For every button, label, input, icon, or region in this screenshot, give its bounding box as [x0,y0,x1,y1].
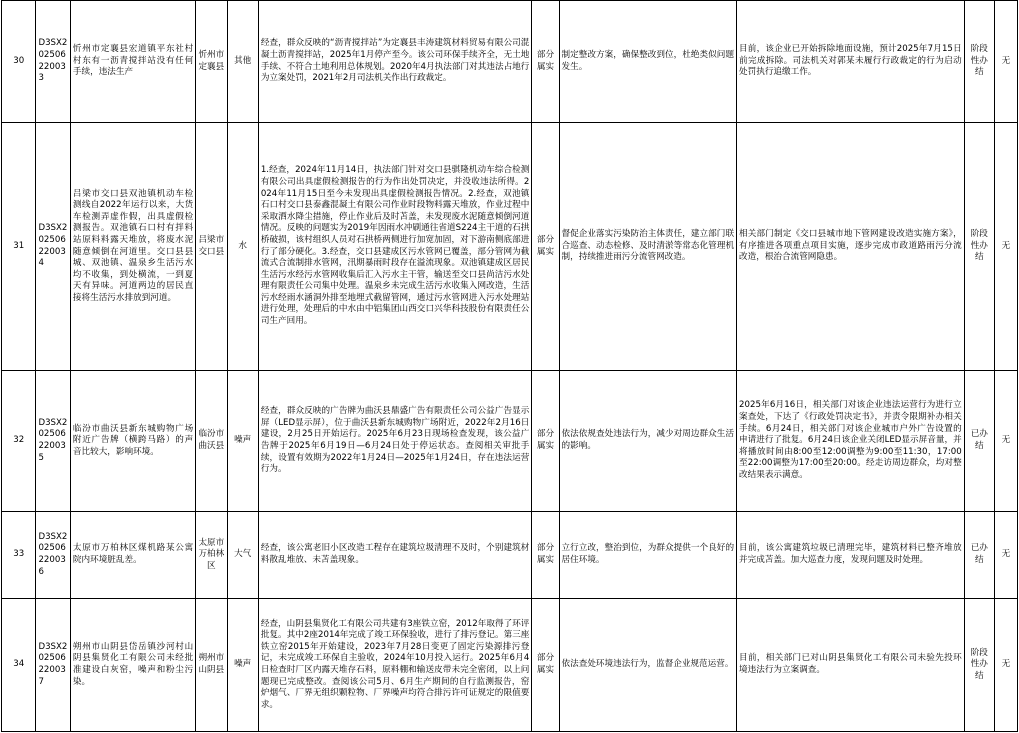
table-row [2,599,1018,732]
issue-description: 忻州市定襄县宏道镇平东社村村东有一沥青搅拌站没有任何手续，违法生产 [70,1,195,123]
rectification-measures: 立行立改，整治到位，为群众提供一个良好的居住环境。 [559,512,737,599]
region: 朔州市山阴县 [196,599,227,732]
completion-status: 阶段性办结 [964,1,994,123]
accountability: 无 [994,371,1017,512]
accountability: 无 [994,599,1017,732]
completion-status: 阶段性办结 [964,123,994,371]
case-code: D3SX202506220035 [36,371,70,512]
row-number: 34 [2,599,36,732]
case-code: D3SX202506220034 [36,123,70,371]
verdict: 部分属实 [532,1,559,123]
row-number: 32 [2,371,36,512]
region: 太原市万柏林区 [196,512,227,599]
row-number: 33 [2,512,36,599]
rectification-progress: 相关部门制定《交口县城市地下管网建设改造实施方案》，有序推进各项重点项目实施，逐步完成市政道路雨污分流改造，根治合流管网隐患。 [737,123,965,371]
completion-status: 已办结 [964,512,994,599]
issue-description: 朔州市山阴县岱岳镇沙河村山阴县集贤化工有限公司未经批准建设白灰窑，噪声和粉尘污染。 [70,599,195,732]
rectification-measures: 依法查处环境违法行为，监督企业规范运营。 [559,599,737,732]
investigation-findings: 经查，该公寓老旧小区改造工程存在建筑垃圾清理不及时，个别建筑材料散乱堆放、未苫盖现象。 [258,512,532,599]
case-code: D3SX202506220036 [36,512,70,599]
table-row [2,1,1018,123]
case-code: D3SX202506220033 [36,1,70,123]
accountability: 无 [994,123,1017,371]
verdict: 部分属实 [532,599,559,732]
issue-description: 临汾市曲沃县新东城购物广场附近广告牌（横跨马路）的声音比较大，影响环境。 [70,371,195,512]
pollution-type: 其他 [227,1,258,123]
completion-status: 已办结 [964,371,994,512]
pollution-type: 噪声 [227,371,258,512]
accountability: 无 [994,1,1017,123]
issue-description: 吕梁市交口县双池镇机动车检测线自2022年运行以来，大货车检测弄虚作假，出具虚假检测报告。双池镇石口村有拌料站原料料露天堆放，将废水泥随意倾倒在河道里。交口县县城、双池镇、温泉乡生活污水均不收集，到处横流，一到夏天有异味。河道两边的居民直接将生活污水排放到河道。 [70,123,195,371]
verdict: 部分属实 [532,371,559,512]
investigation-findings: 经查，山阴县集贤化工有限公司共建有3座铁立窑，2012年取得了环评批复。其中2座2014年完成了竣工环保验收，进行了排污登记。第三座铁立窑2015年开始建设，2023年7月28日变更了固定污染源排污登记，未完成竣工环保自主验收，2024年10月投入运行。2025年6月4日检查时厂区内露天堆存石料，原料棚和输送皮带未完全密闭，以上问题现已完成整改。查阅该公司5月、6月生产期间的自行监测报告，窑炉烟气、厂界无组织颗粒物、厂界噪声均符合排污许可证规定的限值要求。 [258,599,532,732]
table-row [2,123,1018,371]
case-code: D3SX202506220037 [36,599,70,732]
region: 忻州市定襄县 [196,1,227,123]
investigation-findings: 经查，群众反映的广告牌为曲沃县鼎盛广告有限责任公司公益广告显示屏（LED显示屏），位于曲沃县新东城购物广场附近，2022年2月16日建设，2月25日开始运行。2025年6月23日现场检查发现，该公益广告牌于2025年6月19日—6月24日处于停运状态。查阅相关审批手续，设置有效期为2022年1月24日—2025年1月24日，存在违法运营行为。 [258,371,532,512]
verdict: 部分属实 [532,123,559,371]
rectification-measures: 制定整改方案，确保整改到位，杜绝类似问题发生。 [559,1,737,123]
row-number: 30 [2,1,36,123]
verdict: 部分属实 [532,512,559,599]
investigation-findings: 经查，群众反映的“沥青搅拌站”为定襄县丰涛建筑材料贸易有限公司混凝土沥青搅拌站，2025年1月停产至今。该公司环保手续齐全，无土地手续、不符合土地利用总体规划。2020年4月执法部门对其违法占地行为立案处罚，2021年2月司法机关作出行政裁定。 [258,1,532,123]
completion-status: 阶段性办结 [964,599,994,732]
row-number: 31 [2,123,36,371]
accountability: 无 [994,512,1017,599]
pollution-type: 水 [227,123,258,371]
issue-description: 太原市万柏林区煤机路某公寓院内环境脏乱差。 [70,512,195,599]
rectification-progress: 目前，相关部门已对山阴县集贤化工有限公司未验先投环境违法行为立案调查。 [737,599,965,732]
rectification-progress: 目前，该公寓建筑垃圾已清理完毕，建筑材料已整齐堆放并完成苫盖。加大巡查力度，发现问题及时处理。 [737,512,965,599]
table-row [2,371,1018,512]
region: 吕梁市交口县 [196,123,227,371]
rectification-measures: 依法依规查处违法行为，减少对周边群众生活的影响。 [559,371,737,512]
rectification-progress: 2025年6月16日，相关部门对该企业违法运营行为进行立案查处，下达了《行政处罚决定书》，并责令限期补办相关手续。6月24日，相关部门对该企业城市户外广告设置的申请进行了批复。6月24日该企业关闭LED显示屏音量，并将播放时间由8:00至12:00调整为9:00至11:30，17:00至22:00调整为17:00至20:00。经走访周边群众，均对整改结果表示满意。 [737,371,965,512]
pollution-type: 噪声 [227,599,258,732]
region: 临汾市曲沃县 [196,371,227,512]
investigation-findings: 1.经查，2024年11月14日，执法部门针对交口县骐隆机动车综合检测有限公司出具虚假检测报告的行为作出处罚决定，并没收违法所得。2024年11月15日至今未发现出具虚假检测报告情况。2.经查，双池镇石口村交口县泰鑫混凝土有限公司作业时段物料露天堆放，作业过程中采取洒水降尘措施，停止作业后及时苫盖，未发现废水泥随意倾倒河道情况。反映的问题实为2019年因雨水冲刷通往省道S224主干道的石拱桥破损，该村组织人员对石拱桥两侧进行加宽加固，对下游南侧底部进行了部分硬化。3.经查，交口县建成区污水管网已覆盖，部分管网为截流式合流制排水管网，汛期暴雨时段存在溢流现象。双池镇建成区居民生活污水经污水管网收集后汇入污水主干管，输送至交口县尚洁污水处理有限责任公司集中处理。温泉乡未完成生活污水收集入网改造，生活污水经雨水涵洞外排至地埋式截留管网，通过污水管网进入污水处理站进行处理，处理后的中水由中铝集团山西交口兴华科技股份有限责任公司生产回用。 [258,123,532,371]
rectification-progress: 目前，该企业已开始拆除地面设施，预计2025年7月15日前完成拆除。司法机关对郭某未履行行政裁定的行为启动处罚执行追缴工作。 [737,1,965,123]
cases-table [1,0,1018,732]
pollution-type: 大气 [227,512,258,599]
rectification-measures: 督促企业落实污染防治主体责任，建立部门联合巡查、动态检修、及时清淤等常态化管理机制，持续推进雨污分流管网改造。 [559,123,737,371]
table-row [2,512,1018,599]
